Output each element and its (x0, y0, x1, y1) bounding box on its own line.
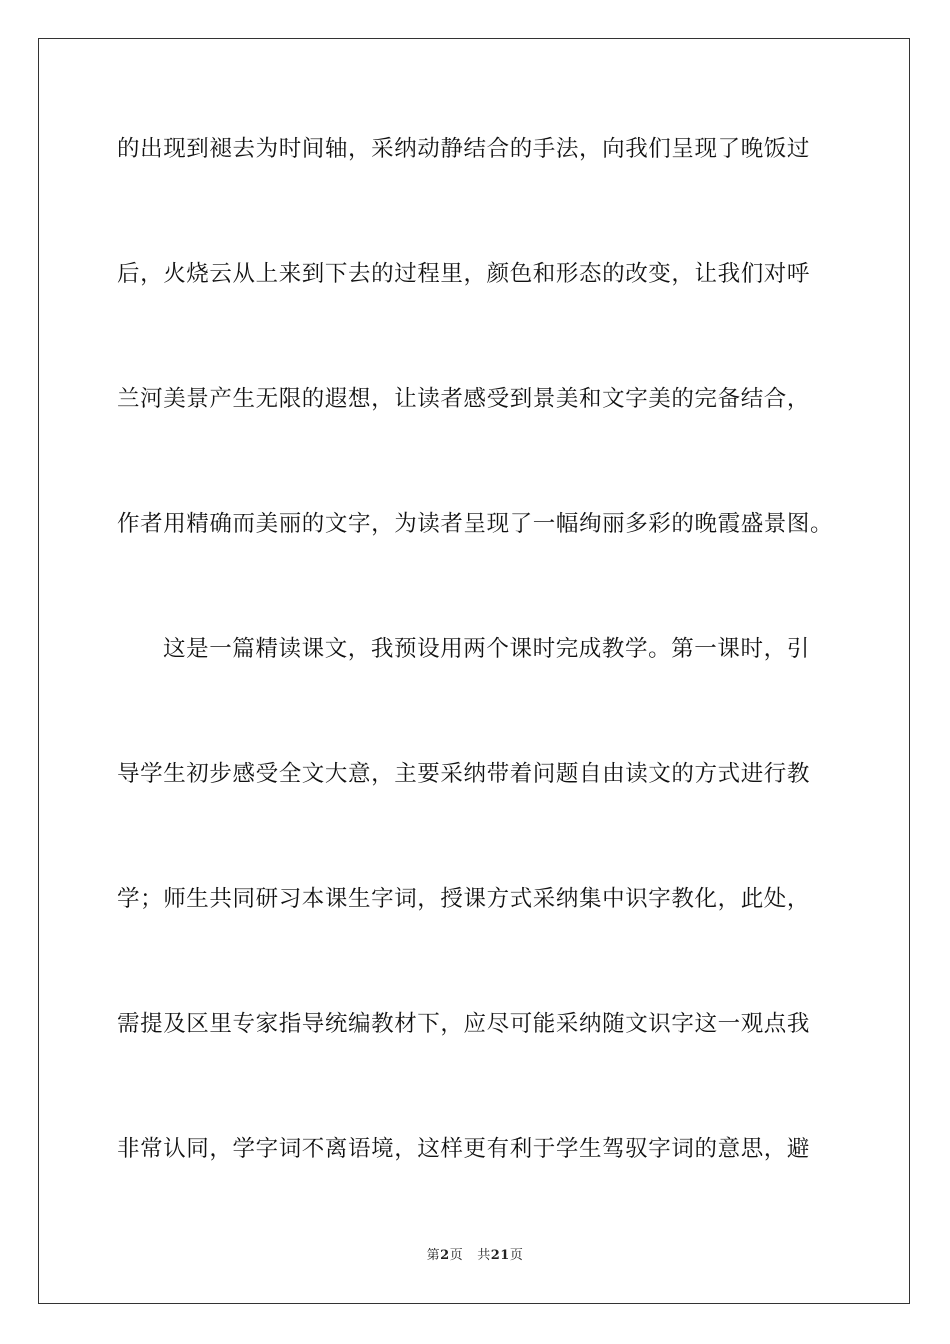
page-border (38, 38, 910, 1304)
text-line: 需提及区里专家指导统编教材下，应尽可能采纳随文识字这一观点我 (117, 1011, 811, 1037)
text-line: 作者用精确而美丽的文字，为读者呈现了一幅绚丽多彩的晚霞盛景图。 (117, 511, 834, 537)
page-footer (0, 1248, 950, 1264)
total-page-count: 21 (490, 1248, 510, 1263)
page-suffix: 页 (449, 1248, 464, 1263)
total-prefix: 共 (477, 1248, 491, 1263)
text-line: 的出现到褪去为时间轴，采纳动静结合的手法，向我们呈现了晚饭过 (117, 136, 811, 162)
current-page-number: 2 (440, 1248, 450, 1263)
total-suffix: 页 (509, 1248, 524, 1263)
text-line: 学；师生共同研习本课生字词，授课方式采纳集中识字教化，此处， (117, 886, 811, 912)
text-line: 非常认同，学字词不离语境，这样更有利于学生驾驭字词的意思，避 (117, 1136, 811, 1162)
text-line: 后，火烧云从上来到下去的过程里，颜色和形态的改变，让我们对呼 (117, 261, 811, 287)
paragraph-start-line: 这是一篇精读课文，我预设用两个课时完成教学。第一课时，引 (163, 636, 810, 662)
text-line: 兰河美景产生无限的遐想，让读者感受到景美和文字美的完备结合， (117, 386, 811, 412)
text-line: 导学生初步感受全文大意，主要采纳带着问题自由读文的方式进行教 (117, 761, 811, 787)
page-prefix: 第 (426, 1248, 441, 1263)
